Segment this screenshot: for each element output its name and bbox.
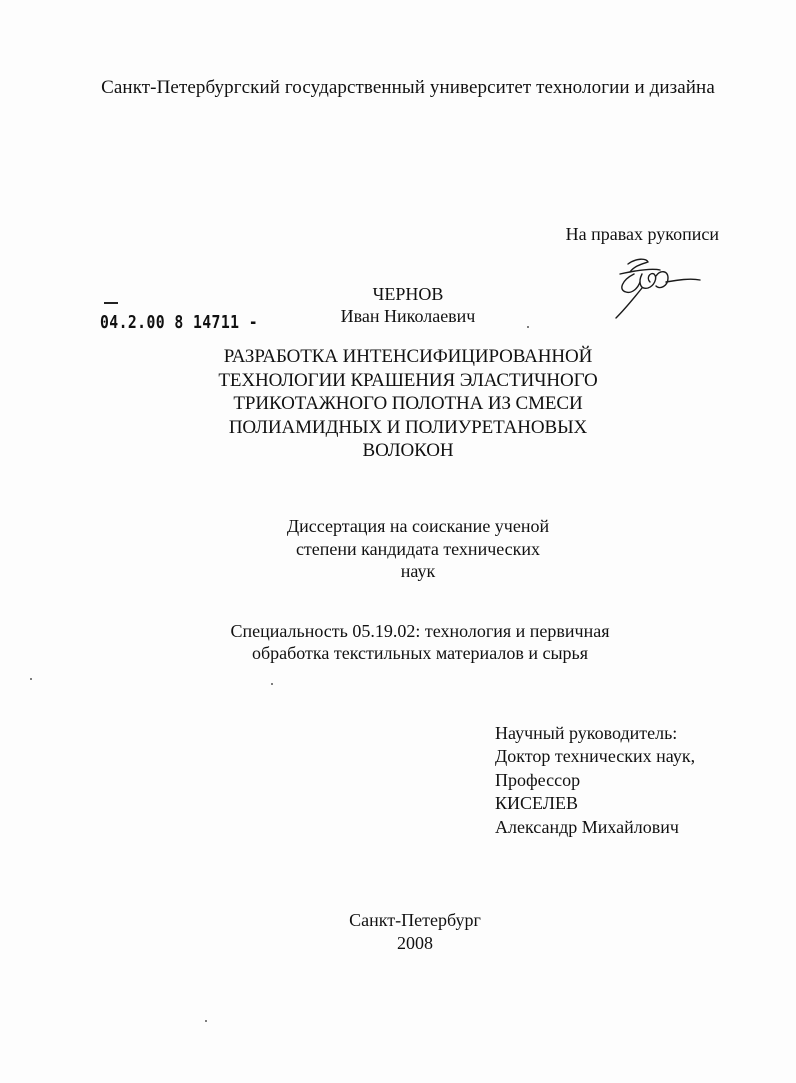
title-line: ТЕХНОЛОГИИ КРАШЕНИЯ ЭЛАСТИЧНОГО <box>218 369 598 391</box>
specialty-line: Специальность 05.19.02: технология и первичная <box>230 621 610 641</box>
title-line: ТРИКОТАЖНОГО ПОЛОТНА ИЗ СМЕСИ <box>233 393 583 415</box>
supervisor-line: Александр Михайлович <box>495 816 679 837</box>
dissertation-title <box>178 345 638 463</box>
registration-stamp-number: 04.2.00 8 14711 - <box>100 312 259 333</box>
degree-line: степени кандидата технических <box>295 538 541 559</box>
scan-speck <box>527 326 529 328</box>
year: 2008 <box>397 933 433 953</box>
title-line: ВОЛОКОН <box>362 440 454 462</box>
title-line: ПОЛИАМИДНЫХ И ПОЛИУРЕТАНОВЫХ <box>228 416 588 438</box>
specialty-statement <box>180 620 660 664</box>
specialty-line: обработка текстильных материалов и сырья <box>251 643 589 663</box>
title-line: РАЗРАБОТКА ИНТЕНСИФИЦИРОВАННОЙ <box>223 346 593 367</box>
city: Санкт-Петербург <box>349 910 481 930</box>
university-name: Санкт-Петербургский государственный университет технологии и дизайна <box>101 77 715 98</box>
author-surname: ЧЕРНОВ <box>372 284 444 304</box>
scan-speck <box>30 678 32 680</box>
supervisor-line: Научный руководитель: <box>495 723 678 743</box>
supervisor-line: Доктор технических наук, <box>495 746 696 767</box>
degree-line: Диссертация на соискание ученой <box>286 516 550 536</box>
supervisor-line: КИСЕЛЕВ <box>495 793 578 814</box>
supervisor-block <box>495 722 695 839</box>
scan-speck <box>205 1020 207 1022</box>
degree-statement <box>208 515 628 583</box>
manuscript-rights-note: На правах рукописи <box>565 224 719 244</box>
author-given-names: Иван Николаевич <box>340 306 476 326</box>
scan-speck <box>271 683 273 685</box>
degree-line: наук <box>400 561 436 582</box>
supervisor-line: Профессор <box>495 769 581 790</box>
